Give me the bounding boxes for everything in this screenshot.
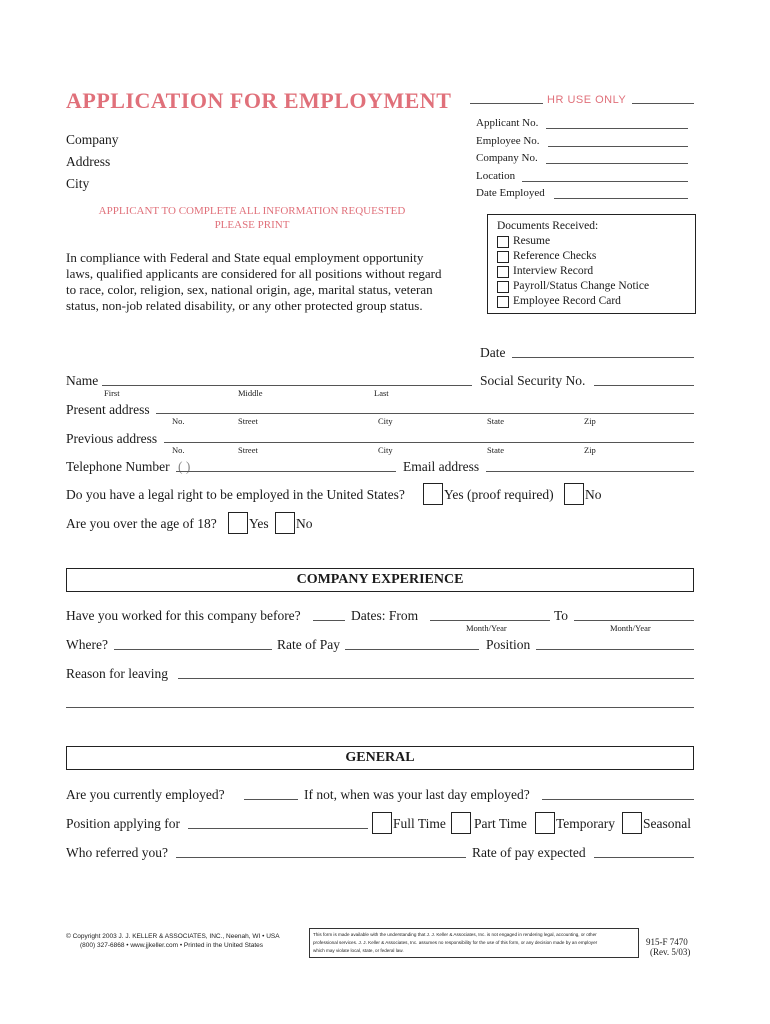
employee-no-field[interactable]: [548, 146, 688, 147]
seasonal-checkbox[interactable]: [622, 812, 642, 834]
hr-field-label: Applicant No.: [476, 117, 539, 129]
city-label: City: [66, 176, 90, 191]
legal-yes-label: Yes (proof required): [444, 487, 554, 502]
currently-employed-field[interactable]: [244, 799, 298, 800]
currently-employed-question: Are you currently employed?: [66, 787, 225, 802]
address-label: Address: [66, 154, 111, 169]
position-applying-field[interactable]: [188, 828, 368, 829]
doc-item-label: Reference Checks: [513, 250, 597, 262]
zip-sublabel: Zip: [584, 445, 596, 455]
city-sublabel: City: [378, 416, 393, 426]
hr-field-label: Date Employed: [476, 187, 545, 199]
previous-address-label: Previous address: [66, 431, 158, 446]
to-label: To: [554, 608, 569, 623]
disclaimer-box: [309, 928, 639, 958]
doc-item-label: Employee Record Card: [513, 295, 621, 307]
present-address-label: Present address: [66, 402, 150, 417]
ssn-label: Social Security No.: [480, 373, 586, 388]
worked-before-field[interactable]: [313, 620, 345, 621]
email-field[interactable]: [486, 471, 694, 472]
general-heading: GENERAL: [345, 750, 415, 765]
age-no-checkbox[interactable]: [275, 512, 295, 534]
street-sublabel: Street: [238, 416, 258, 426]
employee-record-card-checkbox[interactable]: [497, 296, 509, 308]
interview-record-checkbox[interactable]: [497, 266, 509, 278]
part-time-checkbox[interactable]: [451, 812, 471, 834]
rate-of-pay-label: Rate of Pay: [277, 637, 340, 652]
no-sublabel: No.: [172, 445, 185, 455]
compliance-line: to race, color, religion, sex, national origin, age, marital status, veteran: [66, 282, 433, 297]
age-no-label: No: [296, 516, 313, 531]
full-time-label: Full Time: [393, 816, 446, 831]
last-sublabel: Last: [374, 388, 389, 398]
full-time-checkbox[interactable]: [372, 812, 392, 834]
disclaimer-line2: professional services. J. J. Keller & Associates, Inc. assumes no responsibility for the use of this form, or any decision made by an employer: [313, 940, 598, 945]
city-sublabel: City: [378, 445, 393, 455]
reason-for-leaving-field-2[interactable]: [66, 707, 694, 708]
compliance-line: laws, qualified applicants are considered for all positions without regard: [66, 266, 442, 281]
instructions-line2: PLEASE PRINT: [214, 219, 290, 231]
doc-item-label: Payroll/Status Change Notice: [513, 280, 650, 292]
telephone-label: Telephone Number: [66, 459, 170, 474]
hr-fields: [476, 114, 694, 206]
rate-expected-label: Rate of pay expected: [472, 845, 586, 860]
dates-from-label: Dates: From: [351, 608, 419, 623]
copyright-line2: (800) 327-6868 • www.jjkeller.com • Printed in the United States: [80, 942, 264, 949]
telephone-field[interactable]: [176, 471, 396, 472]
no-sublabel: No.: [172, 416, 185, 426]
form-number: 915-F 7470: [646, 937, 688, 947]
disclaimer-line1: This form is made available with the understanding that J. J. Keller & Associates, Inc. is not engaged in rendering legal, accounting, or other: [313, 932, 597, 937]
ssn-field[interactable]: [594, 385, 694, 386]
doc-item-label: Interview Record: [513, 265, 594, 277]
legal-no-checkbox[interactable]: [564, 483, 584, 505]
reference-checks-checkbox[interactable]: [497, 251, 509, 263]
name-field[interactable]: [102, 385, 472, 386]
month-year-sublabel: Month/Year: [610, 623, 651, 633]
compliance-line: status, non-job related disability, or any other protected group status.: [66, 298, 423, 313]
rate-expected-field[interactable]: [594, 857, 694, 858]
where-field[interactable]: [114, 649, 272, 650]
company-experience-banner: [66, 568, 694, 592]
resume-checkbox[interactable]: [497, 236, 509, 248]
name-label: Name: [66, 373, 99, 388]
phone-area-code: ( ): [178, 459, 191, 474]
age-question: Are you over the age of 18?: [66, 516, 217, 531]
legal-yes-checkbox[interactable]: [423, 483, 443, 505]
present-address-field[interactable]: [156, 413, 694, 414]
worked-before-question: Have you worked for this company before?: [66, 608, 301, 623]
hr-rule-left: [470, 103, 543, 104]
legal-no-label: No: [585, 487, 602, 502]
age-yes-label: Yes: [249, 516, 269, 531]
temporary-label: Temporary: [556, 816, 616, 831]
form-revision: (Rev. 5/03): [650, 947, 691, 957]
state-sublabel: State: [487, 416, 504, 426]
dates-from-field[interactable]: [430, 620, 550, 621]
position-applying-label: Position applying for: [66, 816, 180, 831]
hr-field-label: Location: [476, 170, 516, 182]
referred-field[interactable]: [176, 857, 466, 858]
documents-heading: Documents Received:: [497, 220, 599, 232]
hr-rule-right: [632, 103, 694, 104]
where-label: Where?: [66, 637, 108, 652]
compliance-line: In compliance with Federal and State equal employment opportunity: [66, 250, 424, 265]
street-sublabel: Street: [238, 445, 258, 455]
temporary-checkbox[interactable]: [535, 812, 555, 834]
age-yes-checkbox[interactable]: [228, 512, 248, 534]
seasonal-label: Seasonal: [643, 816, 691, 831]
location-field[interactable]: [522, 181, 688, 182]
reason-for-leaving-label: Reason for leaving: [66, 666, 168, 681]
company-label: Company: [66, 132, 119, 147]
position-label: Position: [486, 637, 531, 652]
last-day-field[interactable]: [542, 799, 694, 800]
company-no-field[interactable]: [546, 163, 688, 164]
month-year-sublabel: Month/Year: [466, 623, 507, 633]
previous-address-field[interactable]: [164, 442, 694, 443]
rate-of-pay-field[interactable]: [345, 649, 479, 650]
zip-sublabel: Zip: [584, 416, 596, 426]
position-field[interactable]: [536, 649, 694, 650]
part-time-label: Part Time: [474, 816, 527, 831]
hr-field-label: Employee No.: [476, 135, 540, 147]
middle-sublabel: Middle: [238, 388, 263, 398]
date-label: Date: [480, 345, 506, 360]
last-day-question: If not, when was your last day employed?: [304, 787, 530, 802]
dates-to-field[interactable]: [574, 620, 694, 621]
first-sublabel: First: [104, 388, 120, 398]
general-banner: [66, 746, 694, 770]
instructions-line1: APPLICANT TO COMPLETE ALL INFORMATION REQUESTED: [98, 205, 406, 217]
hr-use-only-heading: HR USE ONLY: [547, 94, 627, 106]
state-sublabel: State: [487, 445, 504, 455]
date-employed-field[interactable]: [554, 198, 688, 199]
date-field[interactable]: [512, 357, 694, 358]
hr-field-label: Company No.: [476, 152, 538, 164]
doc-item-label: Resume: [513, 235, 551, 247]
company-experience-heading: COMPANY EXPERIENCE: [296, 572, 464, 587]
documents-received-box: [487, 214, 696, 314]
form-title: APPLICATION FOR EMPLOYMENT: [66, 88, 452, 113]
reason-for-leaving-field[interactable]: [178, 678, 694, 679]
payroll-status-checkbox[interactable]: [497, 281, 509, 293]
referred-question: Who referred you?: [66, 845, 168, 860]
email-label: Email address: [403, 459, 480, 474]
legal-right-question: Do you have a legal right to be employed in the United States?: [66, 487, 405, 502]
applicant-no-field[interactable]: [546, 128, 688, 129]
disclaimer-line3: which may violate local, state, or federal law.: [313, 948, 404, 953]
copyright-line1: © Copyright 2003 J. J. KELLER & ASSOCIATES, INC., Neenah, WI • USA: [66, 933, 280, 940]
